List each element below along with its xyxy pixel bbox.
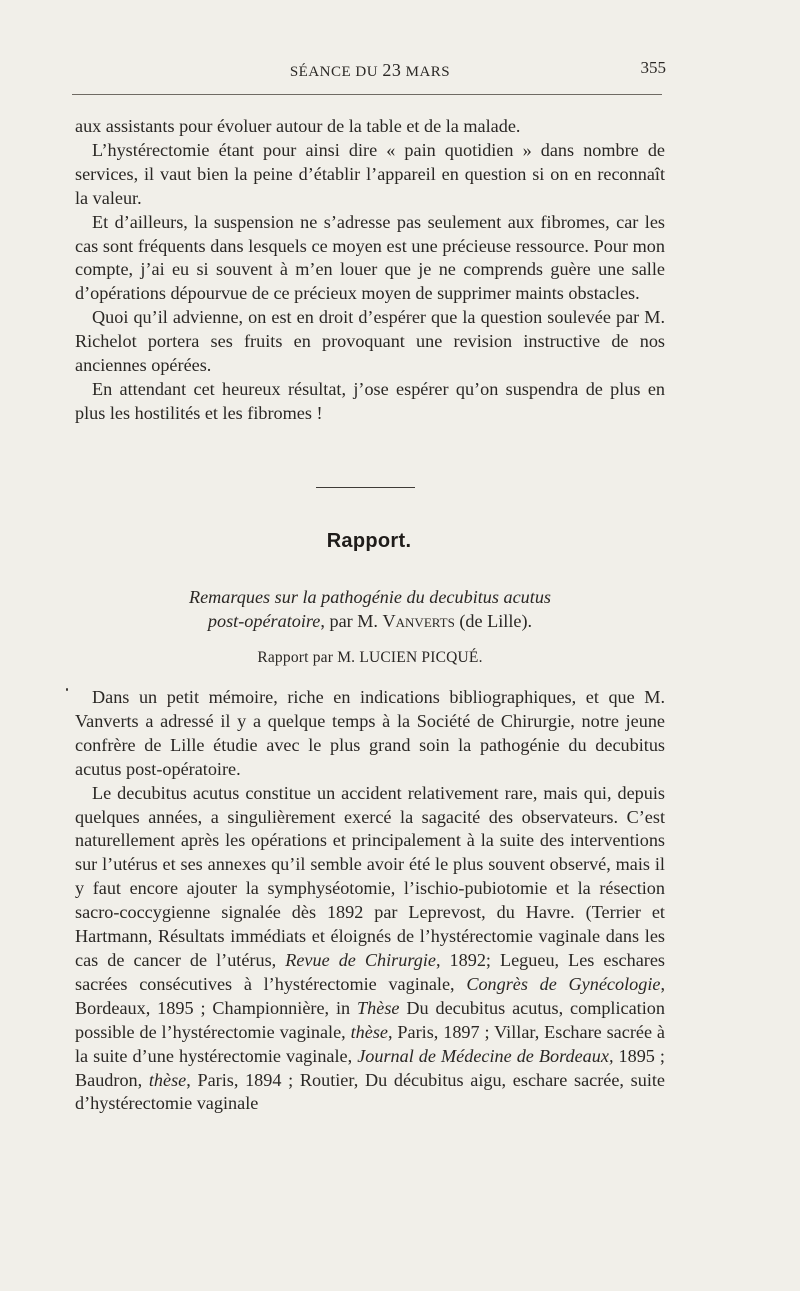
italic-term: Thèse	[357, 997, 400, 1018]
text-run: 1895 ; Baudron,	[75, 1045, 665, 1090]
bottom-text-block	[75, 686, 665, 1116]
print-speck	[66, 688, 68, 691]
top-text-block	[75, 115, 665, 426]
paragraph: L’hystérectomie étant pour ainsi dire « pain quotidien » dans nombre de services, il vaut bien la peine d’établir l’appareil en question si on en reconnaît la valeur.	[75, 139, 665, 208]
section-separator-rule	[316, 487, 415, 488]
report-author-place: (de Lille).	[454, 611, 533, 631]
page-number: 355	[640, 58, 666, 77]
paragraph: Et d’ailleurs, la suspension ne s’adresse pas seulement aux fibromes, car les cas sont fréquents dans lesquels ce moyen est une précieuse ressource. Pour mon compte, j’ai eu si souvent à m’en louer que je ne comprends guère une salle d’opérations dépourvue de ce précieux moyen de supprimer maints obstacles.	[75, 211, 665, 304]
italic-term: thèse	[148, 1069, 187, 1090]
italic-term: thèse	[350, 1021, 388, 1042]
running-head	[72, 58, 668, 84]
text-run: , Paris, 1897 ; Villar, Eschare sacrée à la suite d’une hystérectomie vaginale,	[75, 1021, 665, 1066]
journal-title: Revue de Chirurgie	[285, 949, 436, 970]
paragraph: En attendant cet heureux résultat, j’ose espérer qu’on suspendra de plus en plus les hostilités et les fibromes !	[75, 378, 665, 423]
report-title-by: , par M.	[320, 611, 383, 631]
text-run: , 1892; Legueu, Les eschares sacrées consécutives à l’hystérectomie vaginale,	[75, 949, 665, 994]
report-byline: Rapport par M. LUCIEN PICQUÉ.	[257, 649, 483, 666]
paragraph: Dans un petit mémoire, riche en indications bibliographiques, et que M. Vanverts a adressé il y a quelque temps à la Société de Chirurgie, notre jeune confrère de Lille étudie avec le plus grand soin la pathogénie du decubitus acutus post-opératoire.	[75, 687, 665, 779]
report-title-line-1	[75, 585, 665, 609]
section-heading: Rapport.	[326, 530, 412, 552]
report-title-line-2	[75, 609, 665, 633]
running-title-day: 23	[382, 60, 402, 80]
text-run: Du decubitus acutus, complication possible de l’hystérectomie vaginale,	[75, 997, 665, 1042]
paragraph-continuation: aux assistants pour évoluer autour de la table et de la malade.	[75, 116, 521, 136]
report-title-italic-cont: post-opératoire	[207, 611, 321, 631]
running-title-suffix: MARS	[401, 64, 451, 80]
journal-title: Congrès de Gynécologie	[466, 973, 661, 994]
paragraph: Quoi qu’il advienne, on est en droit d’espérer que la question soulevée par M. Richelot portera ses fruits en provoquant une revision instructive de nos anciennes opérées.	[75, 307, 665, 376]
text-run: , Paris, 1894 ; Routier, Du décubitus aigu, eschare sacrée, suite d’hystérectomie vaginale	[75, 1069, 665, 1114]
report-title-italic: Remarques sur la pathogénie du decubitus acutus	[188, 587, 552, 607]
text-run: , Bordeaux, 1895 ; Championnière, in	[75, 973, 665, 1018]
paragraph-with-references	[75, 782, 665, 1117]
journal-title: Journal de Médecine de Bordeaux,	[357, 1045, 614, 1066]
running-title	[72, 60, 668, 81]
header-rule	[72, 94, 662, 95]
text-run: Le decubitus acutus constitue un accident relativement rare, mais qui, depuis quelques années, a singulièrement exercé la sagacité des observateurs. C’est naturellement après les opérations et principalement à la suite des interventions sur l’utérus et ses annexes qu’il semble avoir été le plus souvent observé, mais il y faut encore ajouter la symphyséotomie, l’ischio-pubiotomie et la résection sacro-coccygienne signalée dès 1892 par Leprevost, du Havre. (Terrier et Hartmann, Résultats immédiats et éloignés de l’hystérectomie vaginale dans les cas de cancer de l’utérus,	[75, 782, 665, 970]
running-title-prefix: SÉANCE DU	[289, 64, 383, 80]
report-author: Vanverts	[382, 611, 455, 631]
